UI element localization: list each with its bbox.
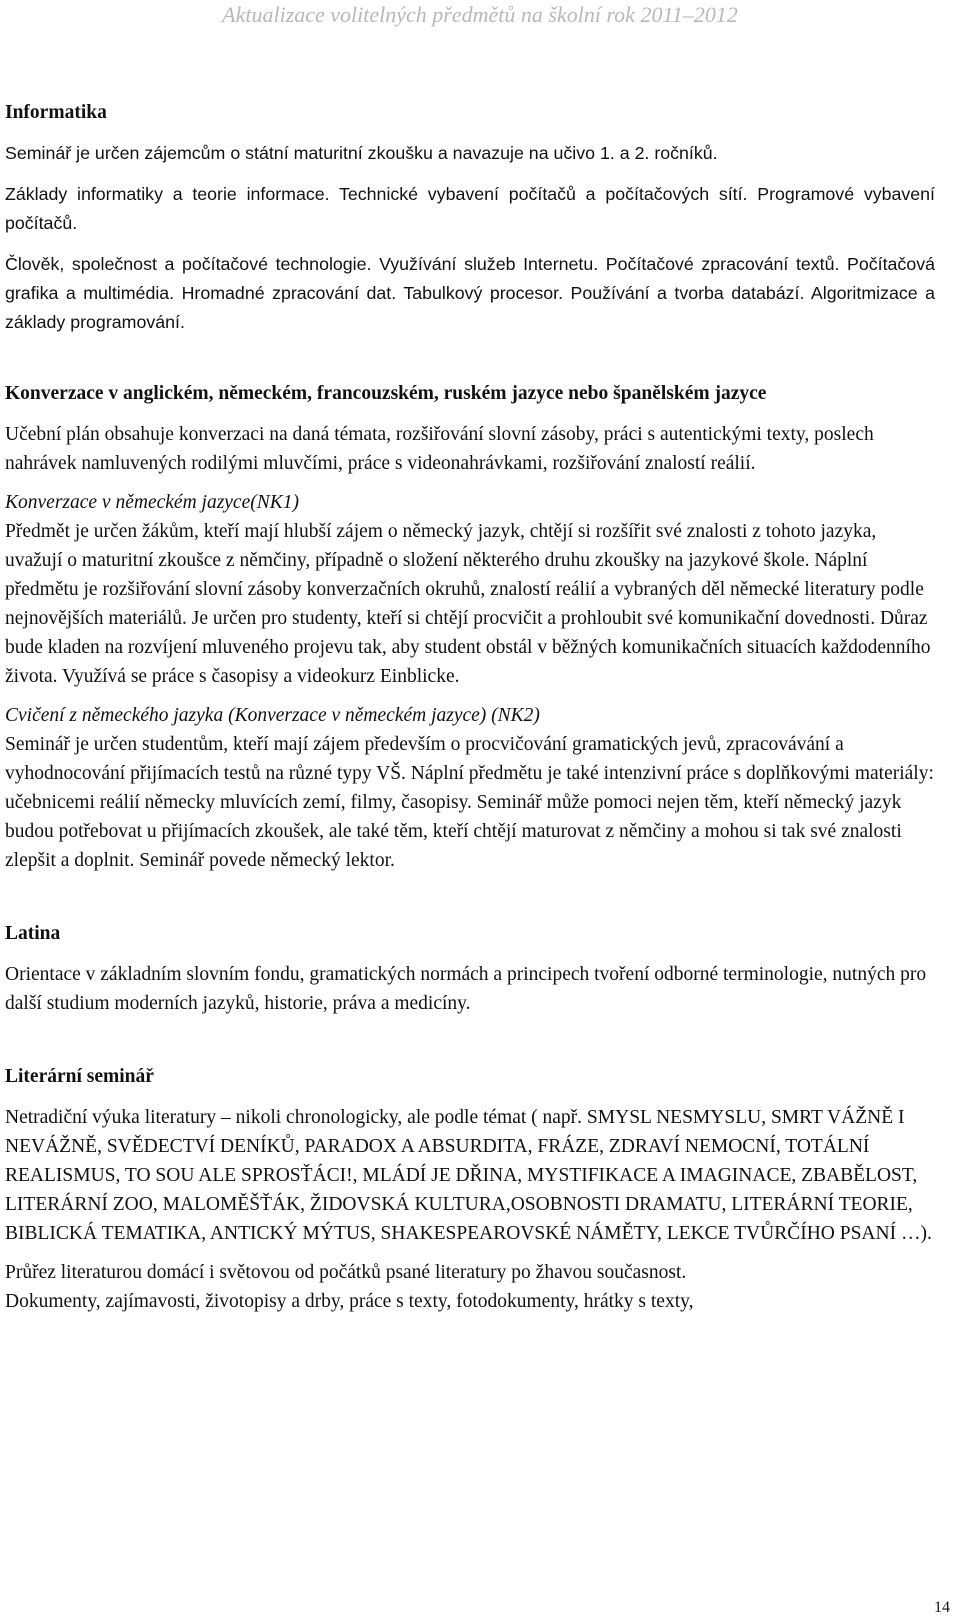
informatika-intro: Seminář je určen zájemcům o státní maturitní zkoušku a navazuje na učivo 1. a 2. ročníků.: [5, 143, 718, 163]
page-number: 14: [934, 1599, 950, 1616]
nk2-text: Seminář je určen studentům, kteří mají zájem především o procvičování gramatických jevů, zpracovávání a vyhodnocování přijímacích testů na různé typy VŠ. Náplní předmětu je také intenzivní práce s doplňkovými materiály: učebnicemi reálií německy mluvících zemí, filmy, časopisy. Seminář může pomoci nejen těm, kteří německý jazyk budou potřebovat u přijímacích zkoušek, ale také těm, kteří chtějí maturovat z němčiny a mohou si tak své znalosti zlepšit a doplnit. Seminář povede německý lektor.: [5, 734, 934, 871]
latina-text: Orientace v základním slovním fondu, gramatických normách a principech tvoření odborné terminologie, nutných pro další studium moderních jazyků, historie, práva a medicíny.: [5, 964, 927, 1014]
section-latina: [5, 919, 935, 1018]
literarni-text-3: Dokumenty, zajímavosti, životopisy a drby, práce s texty, fotodokumenty, hrátky s texty,: [5, 1291, 694, 1312]
heading-latina: Latina: [5, 923, 61, 944]
informatika-topics-2: Člověk, společnost a počítačové technologie. Využívání služeb Internetu. Počítačové zpracování textů. Počítačová grafika a multimédia. Hromadné zpracování dat. Tabulkový procesor. Používání a tvorba databází. Algoritmizace a základy programování.: [5, 254, 935, 332]
document-body: [5, 98, 935, 1316]
nk1-title: Konverzace v německém jazyce(NK1): [5, 492, 299, 513]
page-header: Aktualizace volitelných předmětů na školní rok 2011–2012: [222, 2, 738, 27]
section-konverzace: [5, 379, 935, 875]
literarni-text-1: Netradiční výuka literatury – nikoli chronologicky, ale podle témat ( např. SMYSL NESMYSLU, SMRT VÁŽNĚ I NEVÁŽNĚ, SVĚDECTVÍ DENÍKŮ, PARADOX A ABSURDITA, FRÁZE, ZDRAVÍ NEMOCNÍ, TOTÁLNÍ REALISMUS, TO SOU ALE SPROSŤÁCI!, MLÁDÍ JE DŘINA, MYSTIFIKACE A IMAGINACE, ZBABĚLOST, LITERÁRNÍ ZOO, MALOMĚŠŤÁK, ŽIDOVSKÁ KULTURA,OSOBNOSTI DRAMATU, LITERÁRNÍ TEORIE, BIBLICKÁ TEMATIKA, ANTICKÝ MÝTUS, SHAKESPEAROVSKÉ NÁMĚTY, LEKCE TVŮRČÍHO PSANÍ …).: [5, 1107, 932, 1244]
nk2-title: Cvičení z německého jazyka (Konverzace v německém jazyce) (NK2): [5, 705, 540, 726]
heading-konverzace: Konverzace v anglickém, německém, francouzském, ruském jazyce nebo španělském jazyce: [5, 383, 767, 404]
section-informatika: [5, 98, 935, 337]
konverzace-intro: Učební plán obsahuje konverzaci na daná témata, rozšiřování slovní zásoby, práci s autentickými texty, poslech nahrávek namluvených rodilými mluvčími, práce s videonahrávkami, rozšiřování znalostí reálií.: [5, 424, 874, 474]
heading-literarni-seminar: Literární seminář: [5, 1066, 154, 1087]
literarni-text-2: Průřez literaturou domácí i světovou od počátků psané literatury po žhavou současnost.: [5, 1262, 687, 1283]
section-literarni-seminar: [5, 1062, 935, 1316]
informatika-topics-1: Základy informatiky a teorie informace. Technické vybavení počítačů a počítačových sítí. Programové vybavení počítačů.: [5, 184, 935, 233]
heading-informatika: Informatika: [5, 102, 107, 123]
nk1-text: Předmět je určen žákům, kteří mají hlubší zájem o německý jazyk, chtějí si rozšířit své znalosti z tohoto jazyka, uvažují o maturitní zkoušce z němčiny, případně o složení některého druhu zkoušky na jazykové škole. Náplní předmětu je rozšiřování slovní zásoby konverzačních okruhů, znalostí reálií a vybraných děl německé literatury podle nejnovějších materiálů. Je určen pro studenty, kteří si chtějí procvičit a prohloubit své komunikační dovednosti. Důraz bude kladen na rozvíjení mluveného projevu tak, aby student obstál v běžných komunikačních situacích každodenního života. Využívá se práce s časopisy a videokurz Einblicke.: [5, 521, 931, 687]
